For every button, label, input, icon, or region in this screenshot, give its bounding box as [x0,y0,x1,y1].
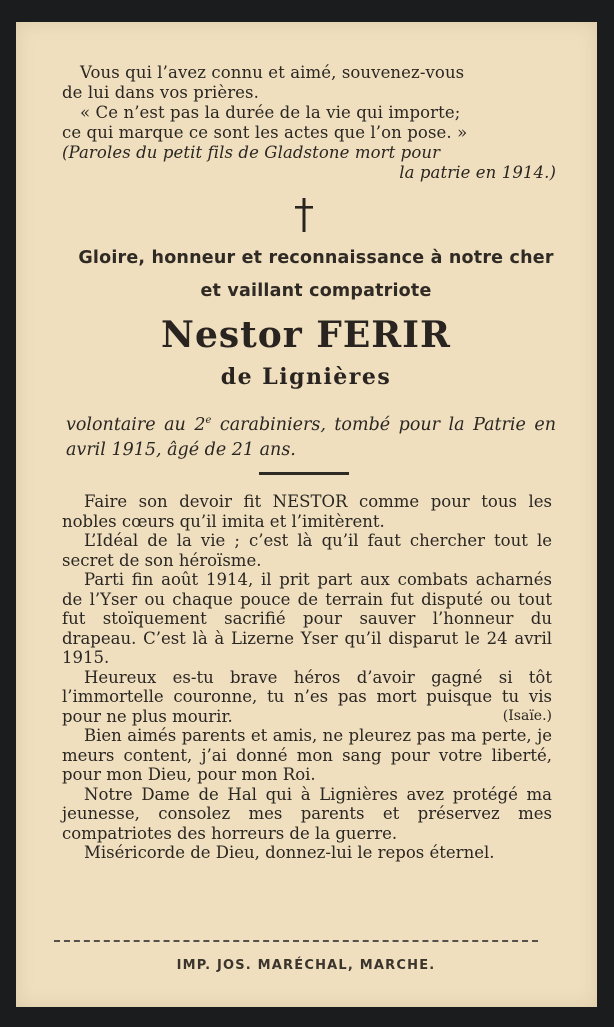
intro-line-2: de lui dans vos prières. [62,83,259,102]
printer-credit: IMP. JOS. MARÉCHAL, MARCHE. [176,958,436,973]
paragraph-4-text: Heureux es-tu brave héros d’avoir gagné si tôt l’immortelle couronne, tu n’es pas mort puisque tu vis pour ne plus mourir. [62,667,552,726]
service-text-1: volontaire au 2 [66,414,206,435]
deceased-name: Nestor FERIR [161,314,451,356]
memorial-card [16,22,597,1007]
paragraph-6: Notre Dame de Hal qui à Lignières avez protégé ma jeunesse, consolez mes parents et préservez mes compatriotes des horreurs de la guerre. [62,784,552,843]
intro-line-3: « Ce n’est pas la durée de la vie qui importe; [80,103,461,122]
divider-rule [259,472,349,475]
intro-line-1: Vous qui l’avez connu et aimé, souvenez-vous [80,63,465,82]
service-record [66,408,556,463]
service-superscript: e [205,415,212,426]
paragraph-1: Faire son devoir fit NESTOR comme pour tous les nobles cœurs qu’il imita et l’imitèrent. [62,492,552,531]
intro-line-4: ce qui marque ce sont les actes que l’on pose. » [62,123,468,142]
cross-icon [293,198,315,232]
intro-line-6: la patrie en 1914.) [399,163,556,182]
intro-verse [62,63,562,183]
paragraph-5: Bien aimés parents et amis, ne pleurez pas ma perte, je meurs content, j’ai donné mon sang pour votre liberté, pour mon Dieu, pour mon Roi. [62,726,552,784]
paragraph-7: Miséricorde de Dieu, donnez-lui le repos éternel. [84,843,495,862]
service-text-2: carabiniers, tombé pour la Patrie en avril 1915, âgé de 21 ans. [66,414,556,460]
paragraph-2: L’Idéal de la vie ; c’est là qu’il faut chercher tout le secret de son héroïsme. [62,531,552,570]
deceased-origin: de Lignières [220,364,392,390]
tribute-line-2: et vaillant compatriote [200,281,432,301]
biography-text [62,492,552,863]
intro-line-5: (Paroles du petit fils de Gladstone mort pour [62,143,441,162]
dashed-divider [54,940,538,942]
quote-source: (Isaïe.) [502,707,552,724]
paragraph-4 [62,668,552,727]
tribute-line-1: Gloire, honneur et reconnaissance à notre cher [78,248,554,268]
paragraph-3: Parti fin août 1914, il prit part aux combats acharnés de l’Yser ou chaque pouce de terrain fut disputé ou tout fut stoïquement sacrifié pour sauver l’honneur du drapeau. C’est là à Lizerne Yser qu’il disparut le 24 avril 1915. [62,570,552,667]
